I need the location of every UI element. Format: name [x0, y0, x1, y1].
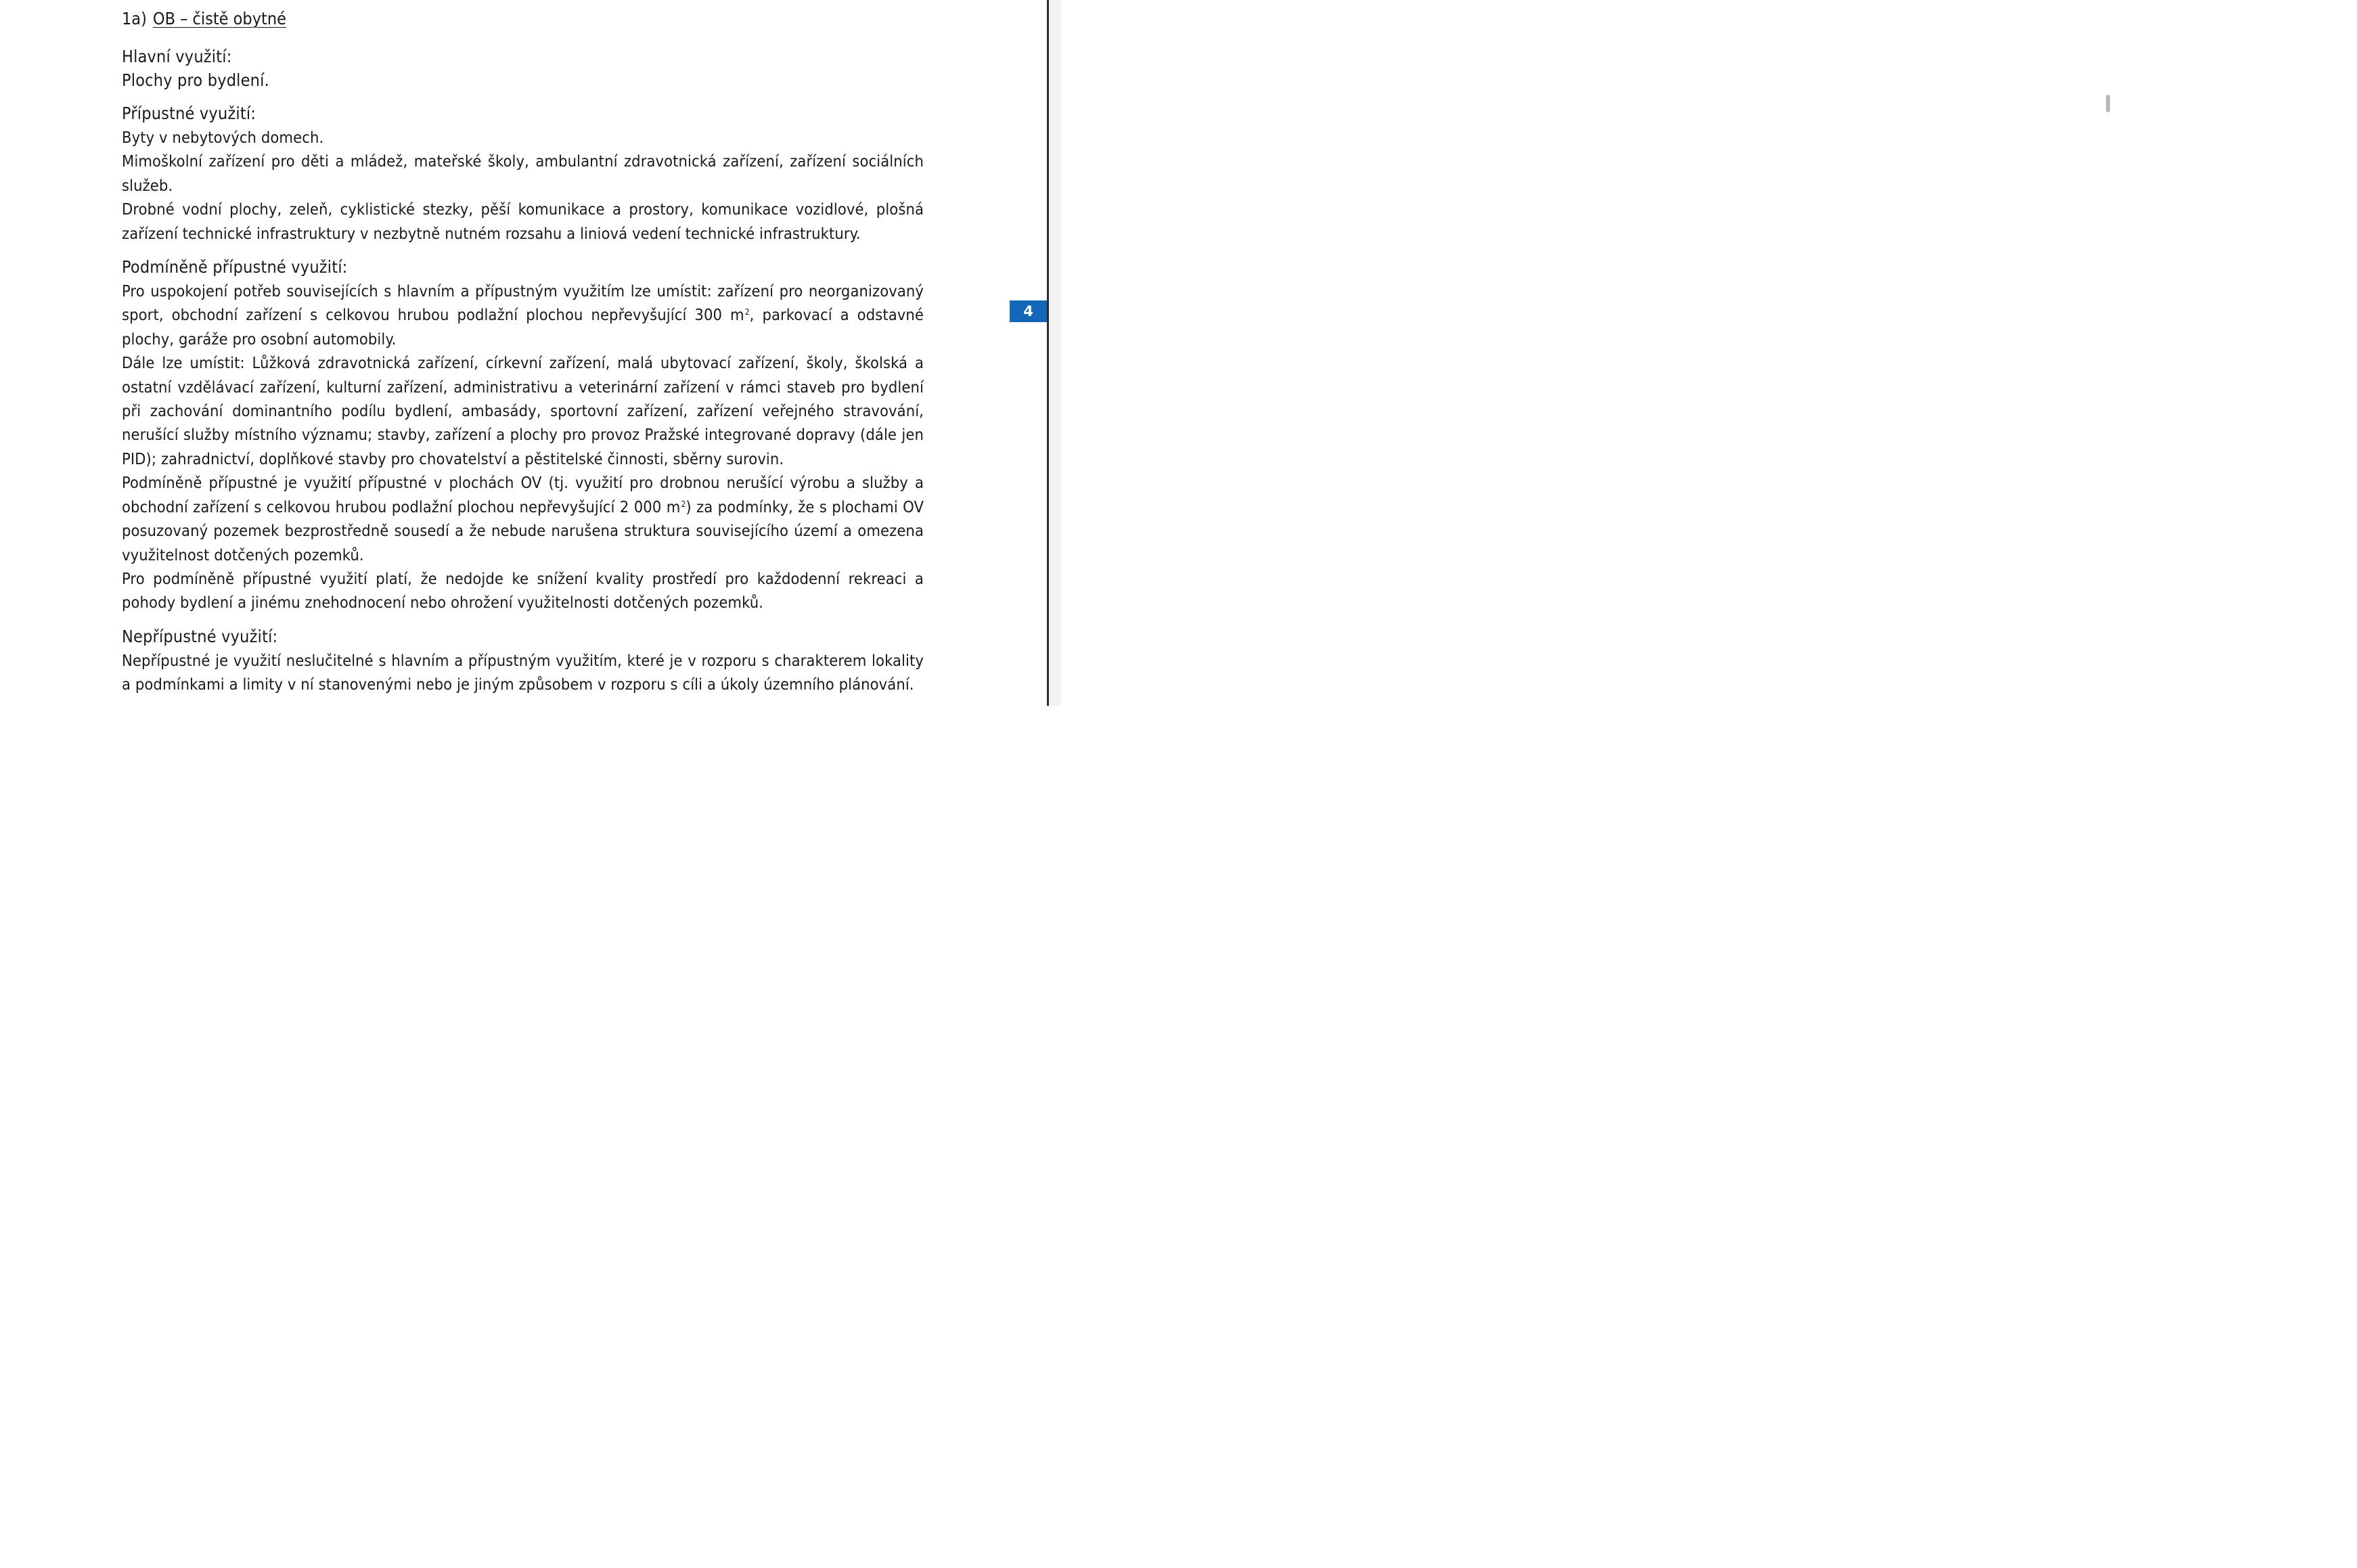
- heading-title: OB – čistě obytné: [152, 9, 286, 28]
- permissible-use-title: Přípustné využití:: [122, 104, 256, 123]
- main-use-section: [122, 45, 924, 92]
- impermissible-use-paragraph: Nepřípustné je využití neslučitelné s hlavním a přípustným využitím, které je v rozporu s charakterem lokality a podmínkami a limity v ní stanovenými nebo je jiným způsobem v rozporu s cíli a úkoly územního plánování.: [122, 650, 924, 694]
- heading-number: 1a): [122, 9, 147, 28]
- conditional-use-text: , parkovací a odstavné plochy, garáže pro osobní automobily.: [122, 305, 924, 349]
- permissible-use-paragraph: Drobné vodní plochy, zeleň, cyklistické stezky, pěší komunikace a prostory, komunikace vozidlové, plošná zařízení technické infrastruktury v nezbytně nutném rozsahu a liniová vedení technické infrastruktury.: [122, 200, 924, 243]
- impermissible-use-title: Nepřípustné využití:: [122, 626, 278, 646]
- conditional-use-paragraph: Dále lze umístit: Lůžková zdravotnická zařízení, církevní zařízení, malá ubytovací zařízení, školy, školská a ostatní vzdělávací zařízení, kulturní zařízení, administrativu a veterinární zařízení v rámci staveb pro bydlení při zachování dominantního podílu bydlení, ambasády, sportovní zařízení, zařízení veřejného stravování, nerušící služby místního významu; stavby, zařízení a plochy pro provoz Pražské integrované dopravy (dále jen PID); zahradnictví, doplňkové stavby pro chovatelství a pěstitelské činnosti, sběrny surovin.: [122, 353, 924, 468]
- scrollbar-thumb[interactable]: [2106, 95, 2110, 112]
- impermissible-use-section: [122, 625, 924, 697]
- conditional-use-text: Podmíněně přípustné je využití přípustné v plochách OV (tj. využití pro drobnou nerušící výrobu a služby a obchodní zařízení s celkovou hrubou podlažní plochou nepřevyšující 2 000 m: [122, 473, 924, 516]
- conditional-use-paragraph: [122, 471, 924, 567]
- superscript-exponent: 2: [681, 499, 686, 509]
- permissible-use-paragraph: Byty v nebytových domech.: [122, 128, 324, 147]
- main-use-title: Hlavní využití:: [122, 47, 232, 66]
- document-page: [0, 0, 1061, 706]
- page-number-tab: 4: [1010, 300, 1047, 322]
- superscript-exponent: 2: [744, 307, 750, 317]
- permissible-use-section: [122, 102, 924, 246]
- conditional-use-text: ) za podmínky, že s plochami OV posuzovaný pozemek bezprostředně sousedí a že nebude narušena struktura souvisejícího území a omezena využitelnost dotčených pozemků.: [122, 497, 924, 564]
- conditional-use-section: [122, 255, 924, 615]
- conditional-use-text: Pro uspokojení potřeb souvisejících s hlavním a přípustným využitím lze umístit: zařízení pro neorganizovaný sport, obchodní zařízení s celkovou hrubou podlažní plochou nepřevyšující 300 m: [122, 282, 924, 325]
- document-content: [122, 7, 924, 697]
- scrollbar-track[interactable]: [1049, 0, 1061, 706]
- conditional-use-paragraph: [122, 279, 924, 351]
- permissible-use-paragraph: Mimoškolní zařízení pro děti a mládež, mateřské školy, ambulantní zdravotnická zařízení, zařízení sociálních služeb.: [122, 152, 924, 195]
- section-heading: [122, 7, 924, 31]
- main-use-text: Plochy pro bydlení.: [122, 70, 269, 90]
- conditional-use-paragraph: Pro podmíněně přípustné využití platí, že nedojde ke snížení kvality prostředí pro každodenní rekreaci a pohody bydlení a jinému znehodnocení nebo ohrožení využitelnosti dotčených pozemků.: [122, 568, 924, 612]
- conditional-use-title: Podmíněně přípustné využití:: [122, 257, 348, 277]
